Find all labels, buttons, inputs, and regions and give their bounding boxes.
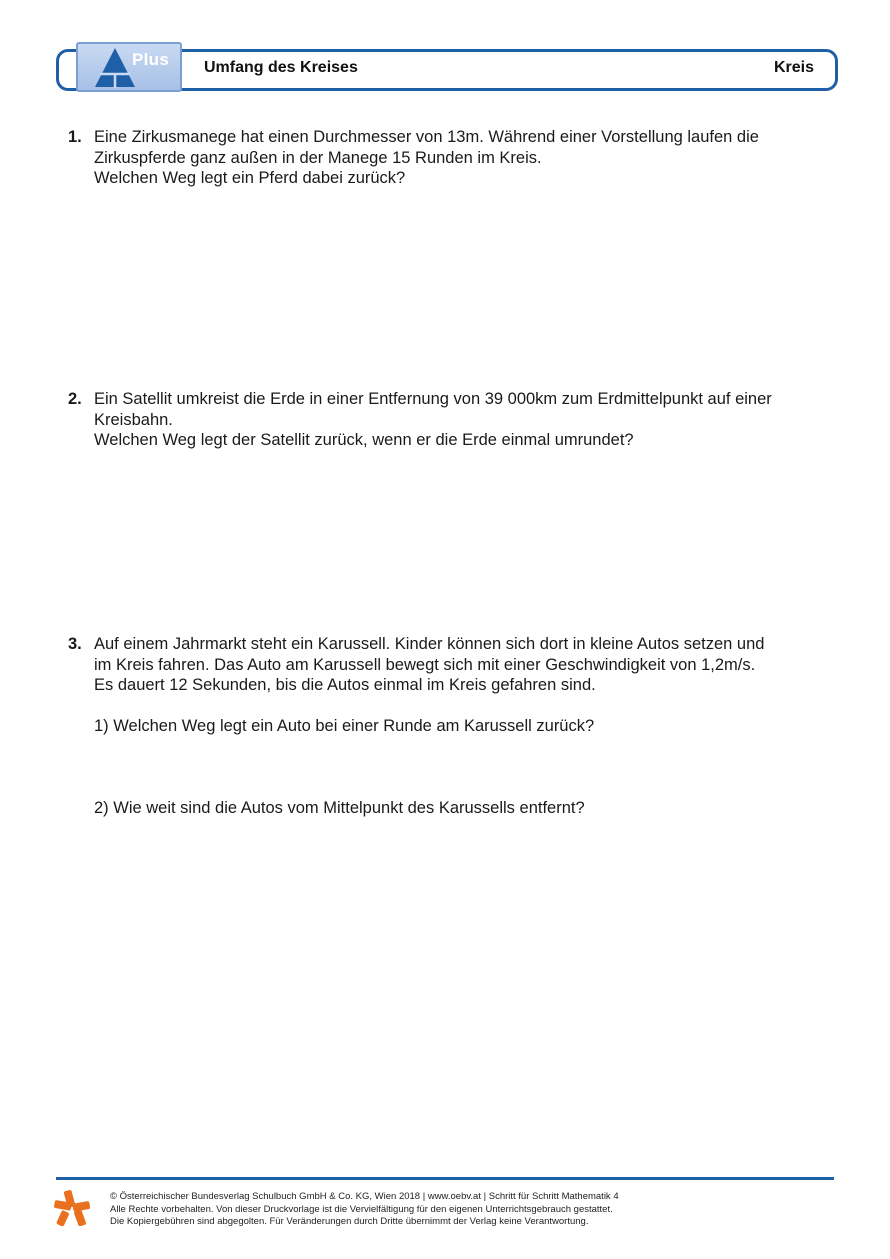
subquestion-2: 2) Wie weit sind die Autos vom Mittelpunkt des Karussells entfernt? bbox=[94, 799, 585, 817]
plus-logo bbox=[76, 42, 182, 92]
footer-copyright bbox=[110, 1191, 619, 1229]
task-text: Kreisbahn. bbox=[94, 410, 173, 429]
task-number: 3. bbox=[68, 635, 82, 653]
footer-line: Die Kopiergebühren sind abgegolten. Für Veränderungen durch Dritte übernimmt der Verlag keine Verantwortung. bbox=[110, 1216, 589, 1227]
task-3 bbox=[68, 634, 828, 817]
task-2 bbox=[68, 389, 828, 451]
task-text: im Kreis fahren. Das Auto am Karussell bewegt sich mit einer Geschwindigkeit von 1,2m/s. bbox=[94, 655, 756, 674]
task-text: Zirkuspferde ganz außen in der Manege 15 Runden im Kreis. bbox=[94, 148, 542, 167]
oebv-asterisk-icon bbox=[54, 1190, 90, 1226]
task-1 bbox=[68, 127, 828, 189]
footer-divider bbox=[56, 1177, 834, 1180]
task-text: Ein Satellit umkreist die Erde in einer Entfernung von 39 000km zum Erdmittelpunkt auf einer bbox=[94, 390, 772, 408]
footer-line: Alle Rechte vorbehalten. Von dieser Druckvorlage ist die Vervielfältigung für den eigenen Unterrichtsgebrauch gestattet. bbox=[110, 1203, 613, 1215]
task-text: Welchen Weg legt der Satellit zurück, wenn er die Erde einmal umrundet? bbox=[94, 431, 634, 449]
task-number: 1. bbox=[68, 128, 82, 146]
footer-line: © Österreichischer Bundesverlag Schulbuch GmbH & Co. KG, Wien 2018 | www.oebv.at | Schritt für Schritt Mathematik 4 bbox=[110, 1191, 619, 1202]
subquestion-1: 1) Welchen Weg legt ein Auto bei einer Runde am Karussell zurück? bbox=[94, 717, 595, 735]
task-text: Welchen Weg legt ein Pferd dabei zurück? bbox=[94, 169, 406, 187]
task-text: Auf einem Jahrmarkt steht ein Karussell. Kinder können sich dort in kleine Autos setzen und bbox=[94, 635, 765, 653]
task-number: 2. bbox=[68, 390, 82, 408]
task-text: Es dauert 12 Sekunden, bis die Autos einmal im Kreis gefahren sind. bbox=[94, 676, 596, 694]
topic-label: Kreis bbox=[773, 59, 814, 76]
logo-text: Plus bbox=[132, 50, 170, 69]
task-text: Eine Zirkusmanege hat einen Durchmesser von 13m. Während einer Vorstellung laufen die bbox=[94, 128, 759, 146]
page-title: Umfang des Kreises bbox=[204, 59, 358, 76]
